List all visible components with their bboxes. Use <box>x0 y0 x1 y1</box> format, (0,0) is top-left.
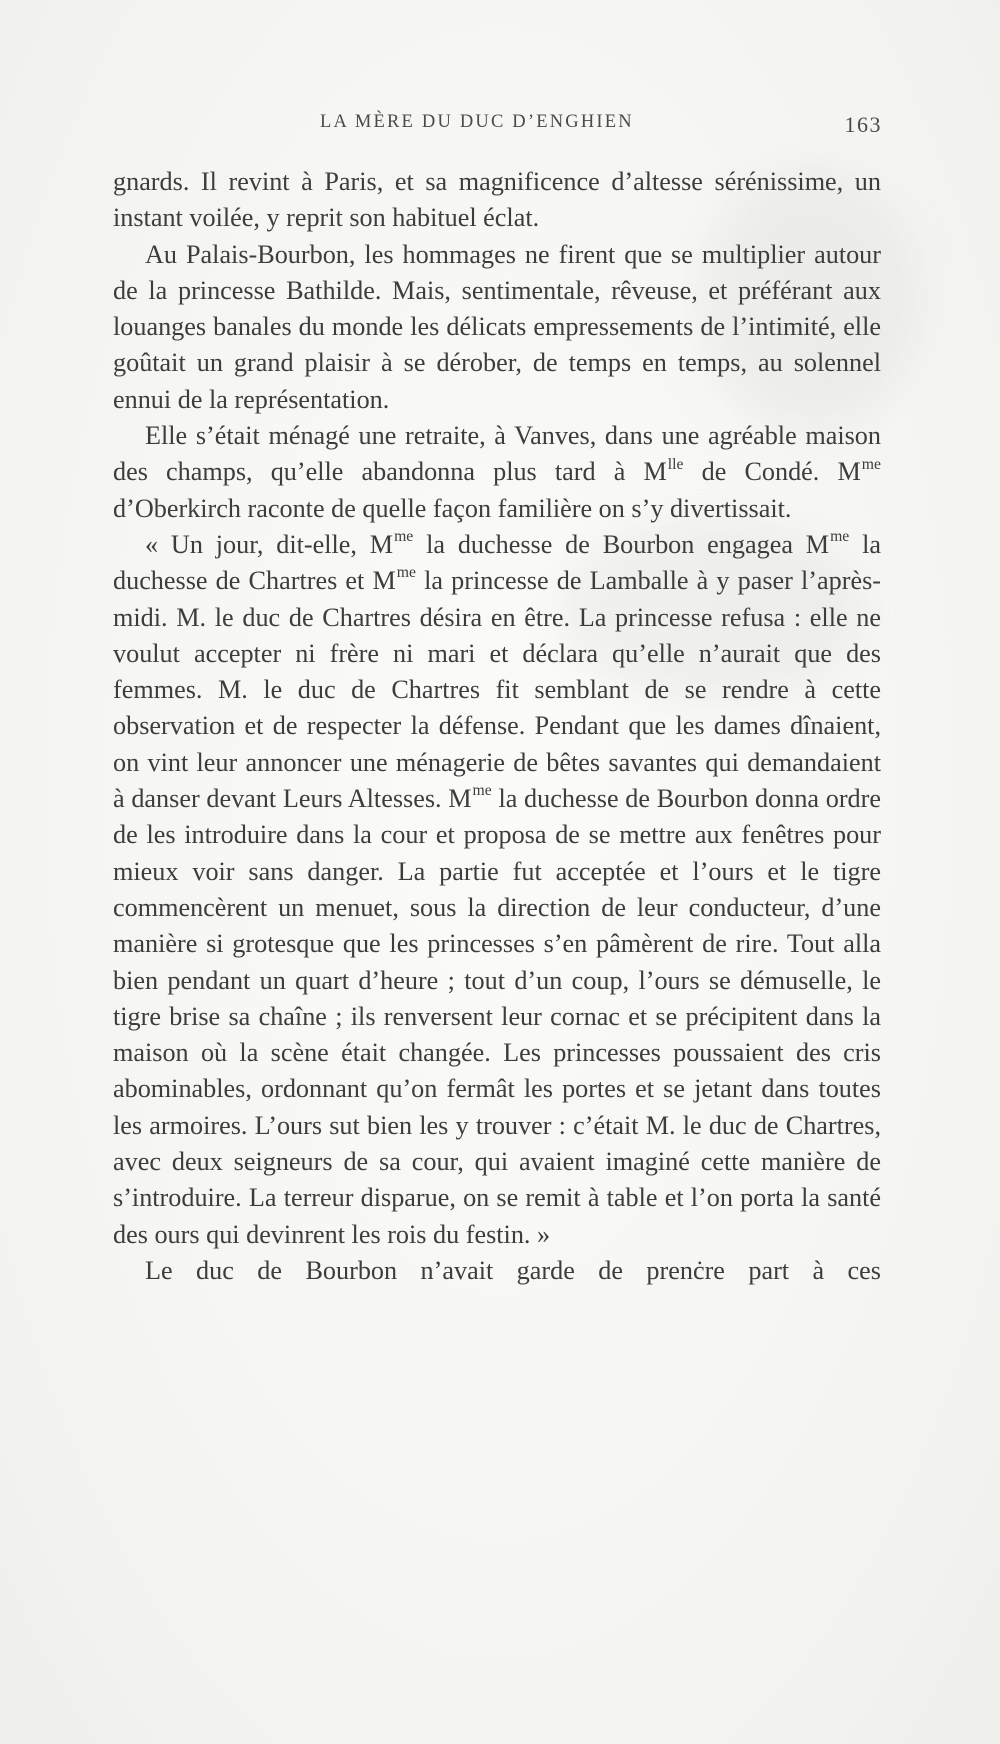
abbreviation-superscript: me <box>394 528 414 546</box>
page-number: 163 <box>844 112 882 137</box>
paragraph-text: la duchesse de Bourbon engagea M <box>413 529 830 559</box>
paragraph-text: Elle s’était ménagé une retraite, à Vanves, dans une agréable maison des champs, qu’elle abandonna plus tard à M <box>113 421 881 487</box>
abbreviation-superscript: me <box>396 564 416 582</box>
paragraph-text: d’Oberkirch raconte de quelle façon familière on s’y divertissait. <box>113 493 792 523</box>
paragraph-text: la duchesse de Bourbon donna ordre de les introduire dans la cour et proposa de se mettre aux fenêtres pour mieux voir sans danger. La partie fut acceptée et l’ours et le tigre commencèrent un menuet, sous la direction de leur conducteur, d’une manière si grotesque que les princesses s’en pâmèrent de rire. Tout alla bien pendant un quart d’heure ; tout d’un coup, l’ours se démuselle, le tigre brise sa chaîne ; ils renversent leur cornac et se précipitent dans la maison où la scène était changée. Les princesses poussaient des cris abominables, ordonnant qu’on fermât les portes et se jetant dans toutes les armoires. L’ours sut bien les y trouver : c’était M. le duc de Chartres, avec deux seigneurs de sa cour, qui avaient imaginé cette manière de s’introduire. La terreur disparue, on se remit à table et l’on porta la santé des ours qui devinrent les rois du festin. » <box>113 784 881 1249</box>
paragraph-text: Le duc de Bourbon n’avait garde de prenċre part à ces <box>145 1255 881 1285</box>
paragraph-text: la princesse de Lamballe à y paser l’après-midi. M. le duc de Chartres désira en être. La princesse refusa : elle ne voulut accepter ni frère ni mari et déclara qu’elle n’aurait que des femmes. M. le duc de Chartres fit semblant de se rendre à cette observation et de respecter la défense. Pendant que les dames dînaient, on vint leur annoncer une ménagerie de bêtes savantes qui demandaient à danser devant Leurs Altesses. M <box>113 566 881 814</box>
abbreviation-superscript: me <box>830 528 850 546</box>
abbreviation-superscript: me <box>472 782 492 800</box>
paragraph <box>113 1253 881 1289</box>
paragraph-text: Au Palais-Bourbon, les hommages ne firent que se multiplier autour de la princesse Bathilde. Mais, sentimentale, rêveuse, et préférant aux louanges banales du monde les délicats empressements de l’intimité, elle goûtait un grand plaisir à se dérober, de temps en temps, au solennel ennui de la représentation. <box>113 239 881 414</box>
paragraph-text: « Un jour, dit-elle, M <box>145 529 394 559</box>
running-head-title: LA MÈRE DU DUC D’ENGHIEN <box>320 112 634 132</box>
body-text <box>113 164 881 1289</box>
paragraph <box>113 418 881 527</box>
paragraph <box>113 164 881 237</box>
running-head <box>112 112 882 144</box>
abbreviation-superscript: me <box>861 455 881 473</box>
paragraph <box>113 237 881 418</box>
abbreviation-superscript: lle <box>667 455 684 473</box>
paragraph-text: de Condé. M <box>683 457 861 487</box>
paragraph-text: la duchesse de Chartres et M <box>113 529 881 596</box>
paragraph <box>113 527 881 1253</box>
paragraph-text: gnards. Il revint à Paris, et sa magnificence d’altesse sérénissime, un instant voilée, y reprit son habituel éclat. <box>113 167 881 233</box>
